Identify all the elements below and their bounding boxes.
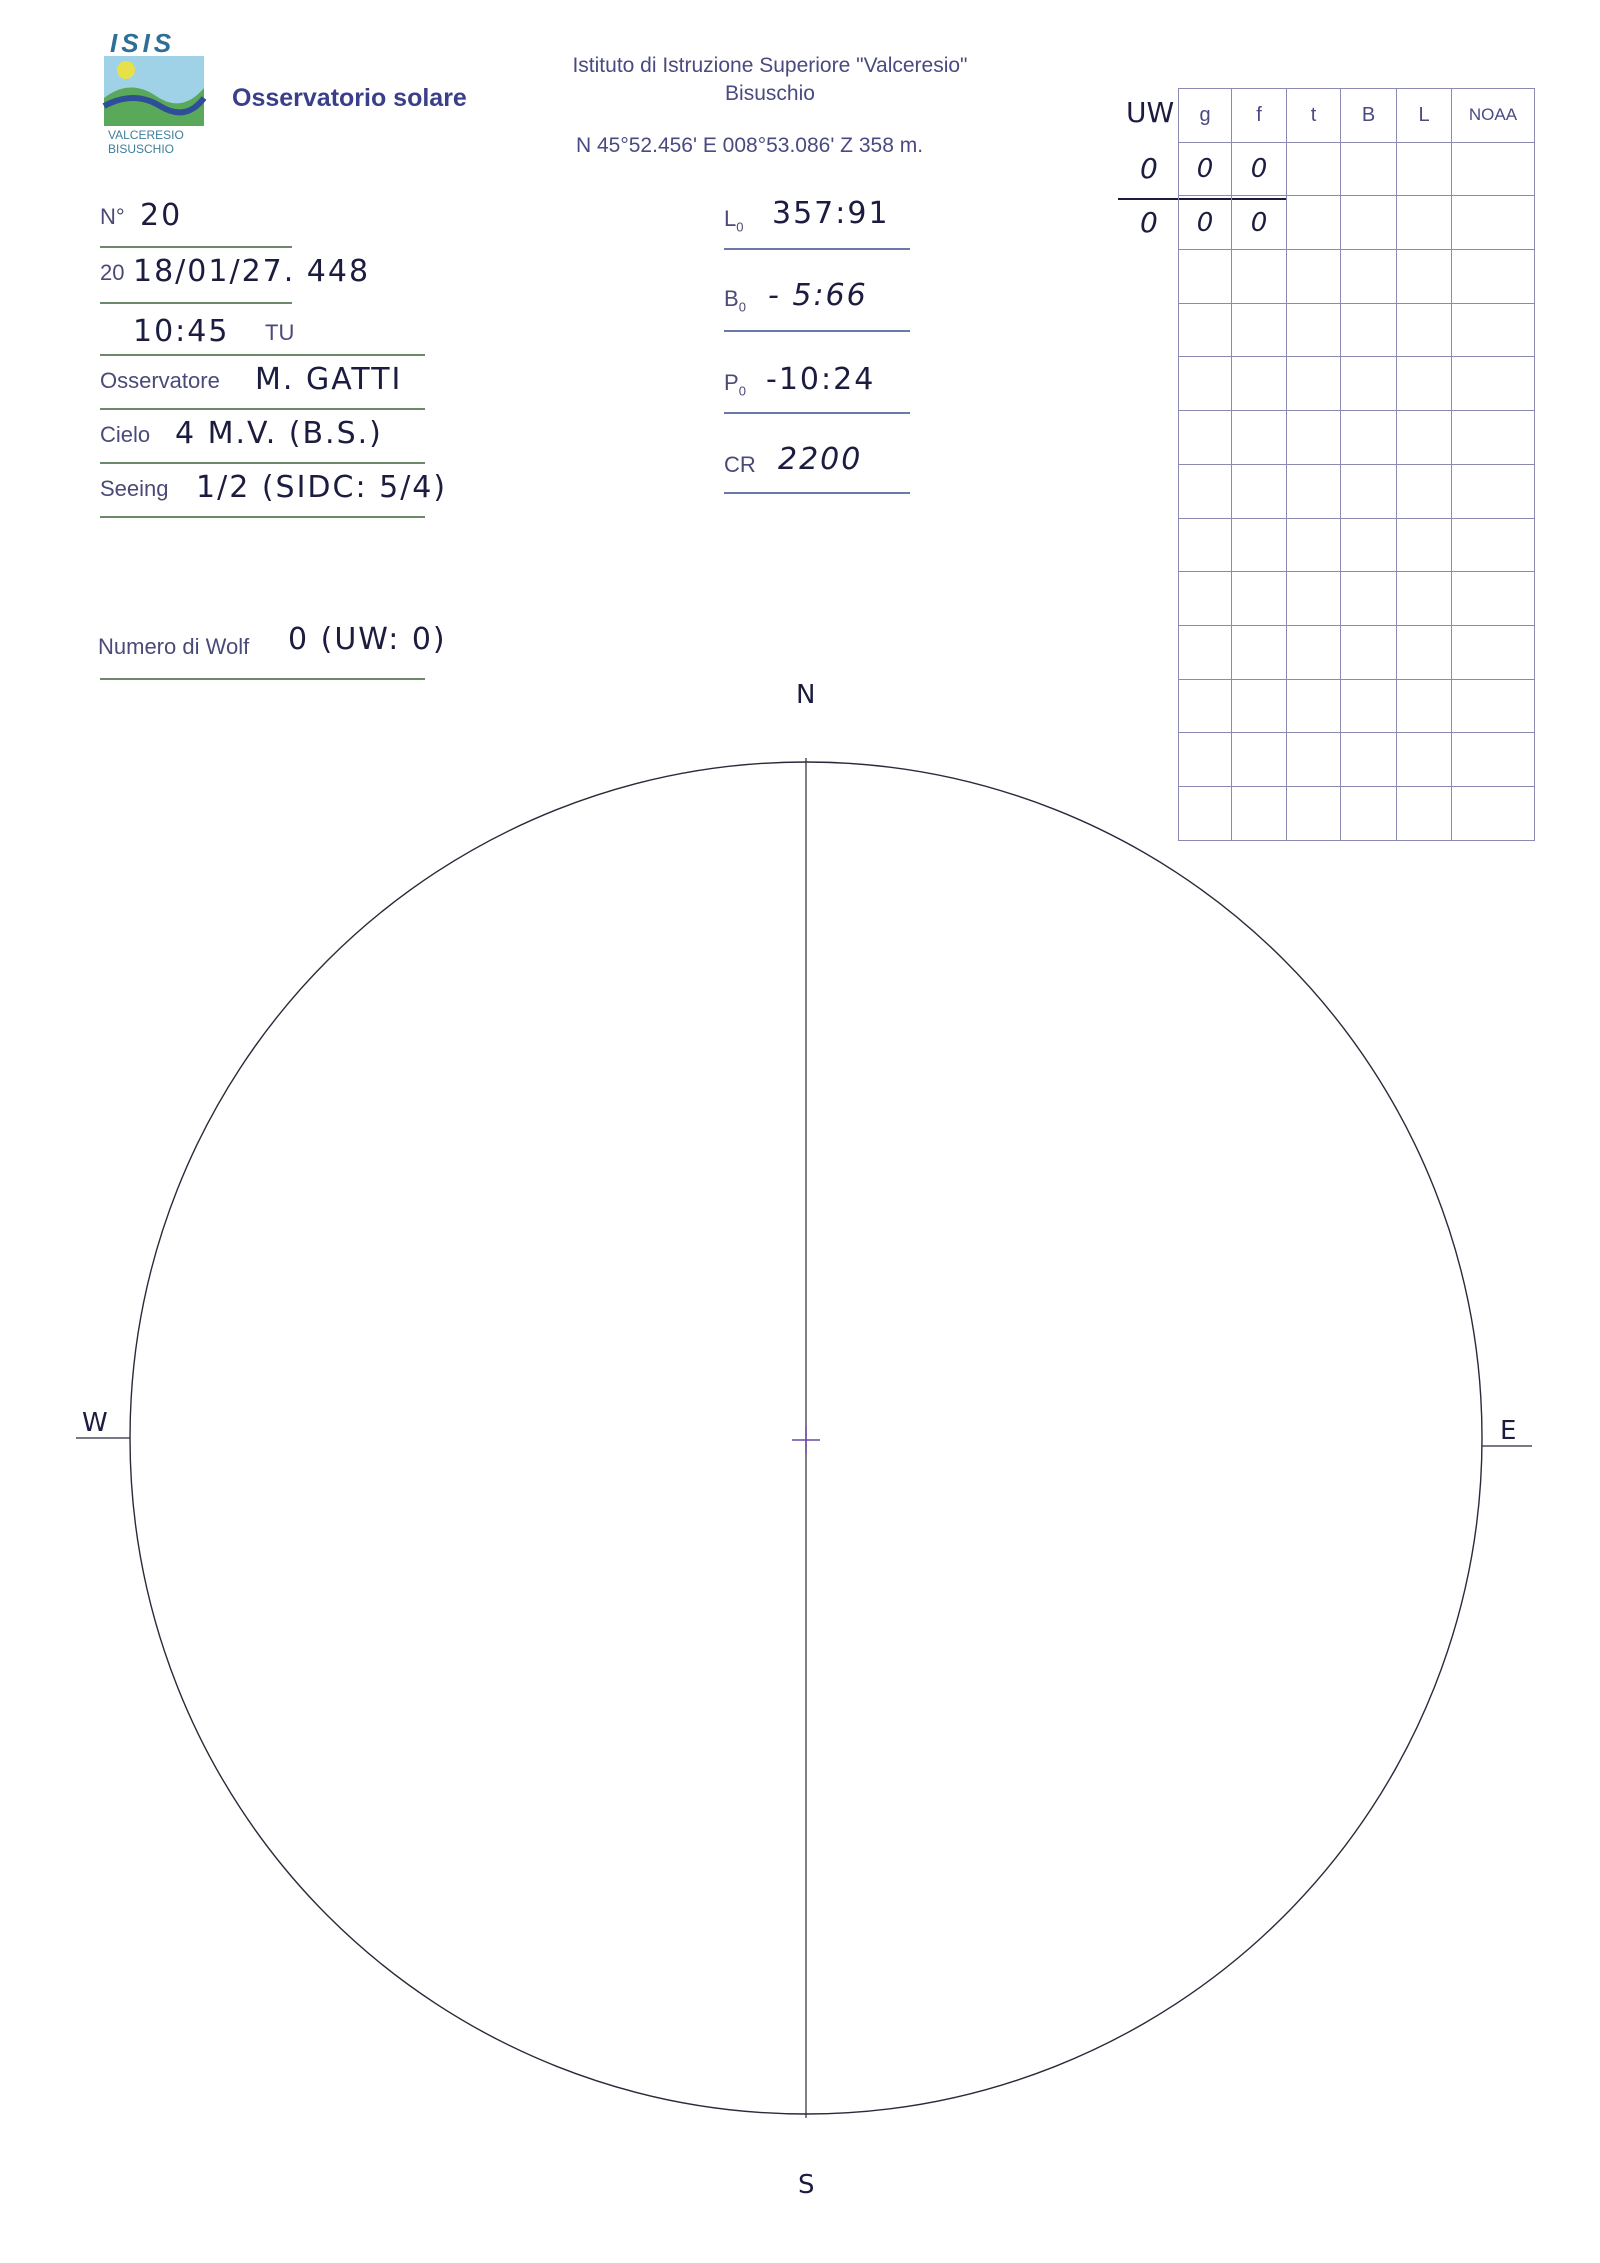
logo-caption: VALCERESIO [108,128,184,142]
b0-letter: B [724,286,739,311]
cr-value: 2200 [778,442,863,477]
col-header-b: B [1341,89,1397,143]
seeing-label: Seeing [100,476,169,501]
wolf-value: 0 (UW: 0) [288,622,447,657]
l0-value: 357:91 [772,196,890,231]
observatory-coordinates: N 45°52.456' E 008°53.086' Z 358 m. [576,134,924,157]
cell-g: 0 [1179,142,1232,196]
east-label: E [1500,1416,1517,1446]
b0-value: - 5:66 [768,278,868,313]
p0-subscript: 0 [738,383,746,399]
uw-header: UW [1126,96,1175,129]
cell-f: 0 [1232,142,1287,196]
col-header-t: t [1287,89,1341,143]
cr-label: CR [724,452,756,477]
col-header-f: f [1232,89,1287,143]
uw-value-row-2: 0 [1140,206,1158,239]
col-header-l: L [1397,89,1452,143]
p0-value: -10:24 [766,362,876,397]
l0-subscript: 0 [736,219,744,235]
time-unit: TU [265,320,295,345]
l0-letter: L [724,206,737,231]
date-prefix: 20 [100,260,125,285]
cell-g: 0 [1179,196,1232,250]
uw-value-row-1: 0 [1140,152,1158,185]
north-label: N [796,680,816,710]
institute-line-2: Bisuschio [725,82,815,105]
seeing-value: 1/2 (SIDC: 5/4) [196,470,448,505]
col-header-g: g [1179,89,1232,143]
time-value: 10:45 [133,314,230,349]
observer-value: M. GATTI [255,362,403,397]
logo-caption-2: BISUSCHIO [108,142,175,156]
date-value: 18/01/27. 448 [133,254,371,289]
institute-line-1: Istituto di Istruzione Superiore "Valceresio" [572,54,968,77]
observer-label: Osservatore [100,368,220,393]
cell-f: 0 [1232,196,1287,250]
number-label: N° [100,204,125,229]
sky-value: 4 M.V. (B.S.) [175,416,383,451]
sky-label: Cielo [100,422,151,447]
col-header-noaa: NOAA [1452,89,1535,143]
p0-letter: P [724,370,739,395]
b0-subscript: 0 [738,299,746,315]
page-title: Osservatorio solare [232,84,467,112]
west-label: W [82,1408,108,1438]
logo-initials: ISIS [110,28,176,58]
number-value: 20 [140,198,183,233]
south-label: S [798,2170,815,2200]
wolf-label: Numero di Wolf [98,634,250,659]
